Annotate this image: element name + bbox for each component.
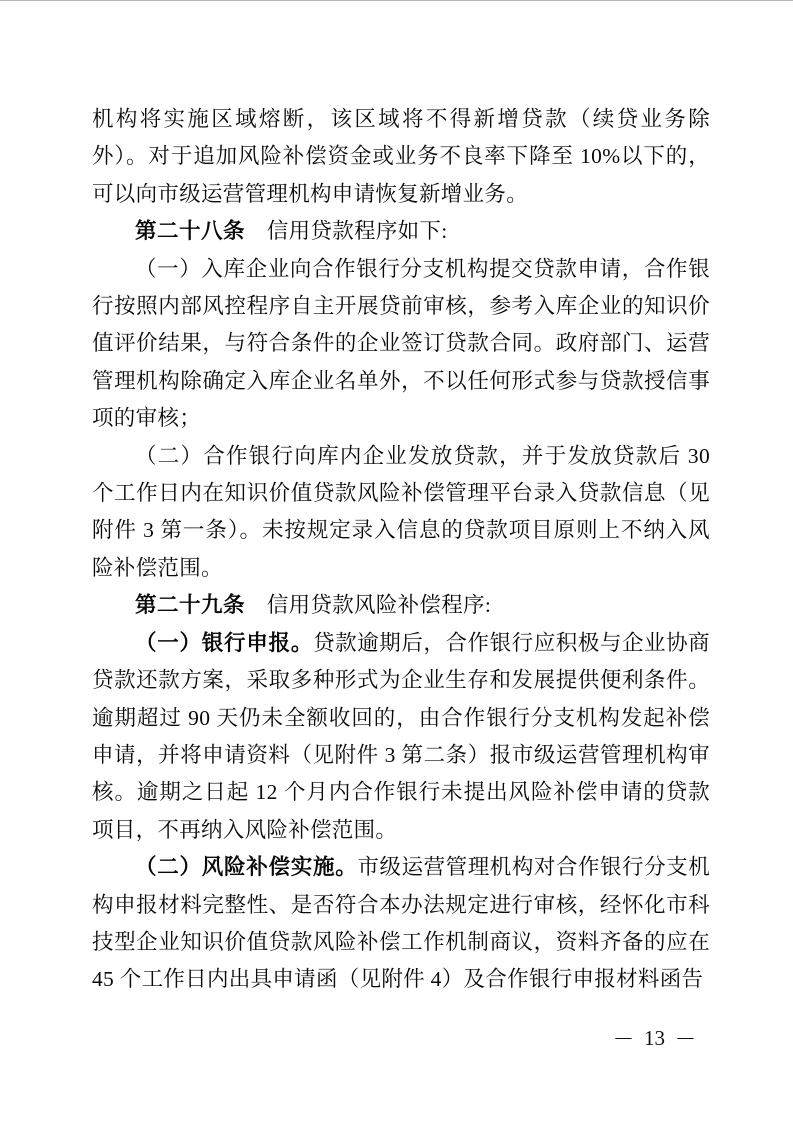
- emphasis-text: （一）银行申报。: [135, 630, 314, 655]
- emphasis-text: 第二十九条: [135, 593, 246, 618]
- paragraph: [92, 101, 710, 213]
- page-number: 13: [644, 1026, 665, 1050]
- body-text: 贷款逾期后，合作银行应积极与企业协商贷款还款方案，采取多种形式为企业生存和发展提供便利条件。逾期超过 90 天仍未全额收回的，由合作银行分支机构发起补偿申请，并将申请资料（见附件 3 第二条）报市级运营管理机构审核。逾期之日起 12 个月内合作银行未提出风险补偿申请的贷款项目，不再纳入风险补偿范围。: [92, 630, 710, 842]
- paragraph: [92, 587, 710, 624]
- body-text: （二）合作银行向库内企业发放贷款，并于发放贷款后 30 个工作日内在知识价值贷款风险补偿管理平台录入贷款信息（见附件 3 第一条）。未按规定录入信息的贷款项目原则上不纳入风险补偿范围。: [92, 443, 710, 580]
- document-body: [92, 101, 710, 999]
- paragraph: [92, 251, 710, 438]
- body-text: 信用贷款程序如下:: [245, 219, 448, 244]
- paragraph: [92, 625, 710, 849]
- body-text: 信用贷款风险补偿程序:: [245, 593, 492, 618]
- body-text: 机构将实施区域熔断，该区域将不得新增贷款（续贷业务除外）。对于追加风险补偿资金或业务不良率下降至 10%以下的，可以向市级运营管理机构申请恢复新增业务。: [92, 107, 710, 206]
- paragraph: [92, 213, 710, 250]
- paragraph: [92, 849, 710, 999]
- page-footer: [614, 1025, 695, 1051]
- footer-dash-right: —: [677, 1027, 694, 1048]
- body-text: 市级运营管理机构对合作银行分支机构申报材料完整性、是否符合本办法规定进行审核，经怀化市科技型企业知识价值贷款风险补偿工作机制商议，资料齐备的应在 45 个工作日内出具申请函（见附件 4）及合作银行申报材料函告: [92, 855, 710, 992]
- body-text: （一）入库企业向合作银行分支机构提交贷款申请，合作银行按照内部风控程序自主开展贷前审核，参考入库企业的知识价值评价结果，与符合条件的企业签订贷款合同。政府部门、运营管理机构除确定入库企业名单外，不以任何形式参与贷款授信事项的审核；: [92, 256, 710, 431]
- paragraph: [92, 438, 710, 588]
- footer-dash-left: —: [615, 1027, 632, 1048]
- emphasis-text: （二）风险补偿实施。: [135, 855, 358, 880]
- emphasis-text: 第二十八条: [135, 219, 246, 244]
